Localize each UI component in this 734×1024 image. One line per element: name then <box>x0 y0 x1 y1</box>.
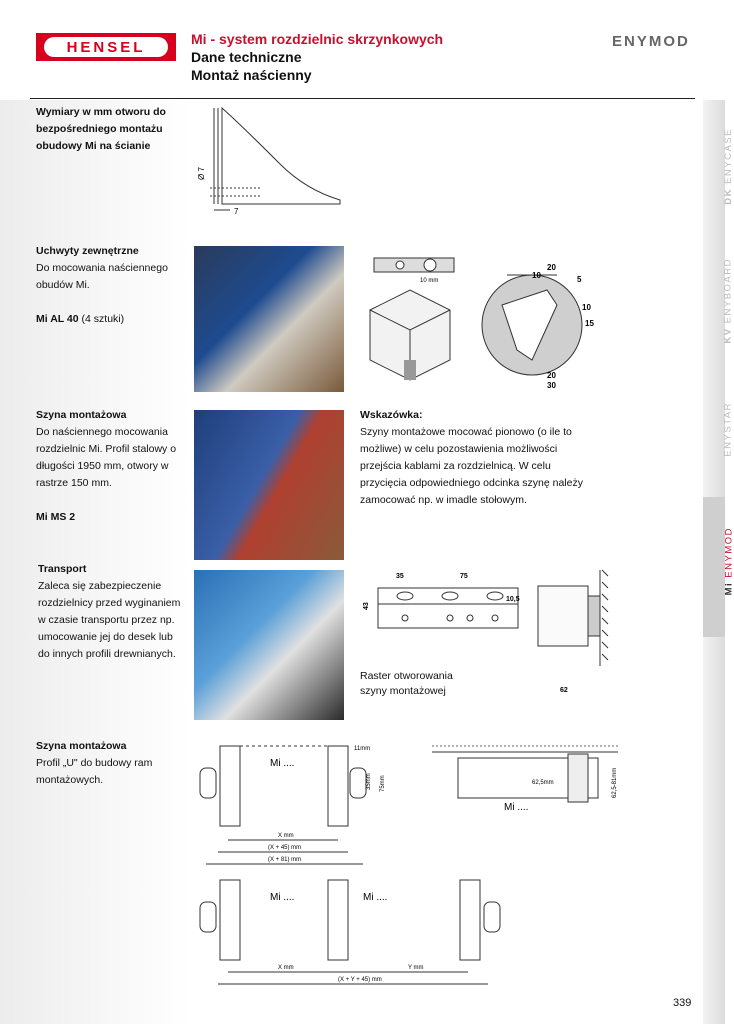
svg-text:Mi ....: Mi .... <box>270 892 295 903</box>
wall-hole-diagram <box>197 104 360 224</box>
rail-raster-drawing <box>360 568 530 638</box>
s3-heading: Szyna montażowa <box>36 409 127 421</box>
svg-text:11mm: 11mm <box>354 746 371 752</box>
s5-block <box>36 738 186 789</box>
svg-text:10 mm: 10 mm <box>420 278 439 284</box>
frame-diagram-single <box>198 740 418 870</box>
page-number: 339 <box>673 997 692 1009</box>
svg-text:10: 10 <box>532 271 541 280</box>
rail-wall-drawing <box>530 566 610 696</box>
svg-text:10: 10 <box>582 303 591 312</box>
svg-text:Mi ....: Mi .... <box>363 892 388 903</box>
svg-text:62,5mm: 62,5mm <box>532 780 554 786</box>
hensel-logo <box>36 33 176 61</box>
photo-sawing-rail <box>194 410 344 560</box>
frame-diagram-double <box>198 876 508 994</box>
svg-text:(X + 81) mm: (X + 81) mm <box>268 857 302 863</box>
bracket-drawing <box>360 250 470 390</box>
page-subtitle-1: Dane techniczne <box>191 49 302 65</box>
svg-text:35mm: 35mm <box>366 773 372 790</box>
svg-text:20: 20 <box>547 371 556 380</box>
page-title: Mi - system rozdzielnic skrzynkowych <box>191 31 444 47</box>
svg-text:30: 30 <box>547 381 556 390</box>
svg-text:35: 35 <box>396 573 404 580</box>
svg-text:5: 5 <box>577 275 582 284</box>
s4-text: Zaleca się zabezpieczenie rozdzielnicy przed wyginaniem w czasie transportu przez np. umocowanie jej do desek lub do innych profili drewnianych. <box>38 580 181 660</box>
side-tab-kv[interactable]: KV ENYBOARD <box>723 258 734 344</box>
svg-text:15: 15 <box>585 319 594 328</box>
s2-part: Mi AL 40 <box>36 313 79 325</box>
svg-text:10,5: 10,5 <box>506 596 520 603</box>
active-tab-bg <box>703 497 725 637</box>
s3-text: Do naściennego mocowania rozdzielnic Mi. Profil stalowy o długości 1950 mm, otwory w rastrze 150 mm. <box>36 426 177 489</box>
svg-text:43: 43 <box>363 602 370 610</box>
s3-tip-heading: Wskazówka: <box>360 409 423 421</box>
s1-heading: Wymiary w mm otworu do bezpośredniego montażu obudowy Mi na ścianie <box>36 106 166 152</box>
brand-text: HENSEL <box>66 39 146 56</box>
s3-tip-text: Szyny montażowe mocować pionowo (o ile to możliwe) w celu pozostawienia możliwości przejścia kablami za rozdzielnicą. W celu przycięcia odpowiedniego odcinka szynę należy zamocować np. w imadle stołowym. <box>360 426 583 506</box>
s5-heading: Szyna montażowa <box>36 740 127 752</box>
svg-text:20: 20 <box>547 263 556 272</box>
s4-heading: Transport <box>38 563 87 575</box>
svg-text:Mi ....: Mi .... <box>504 802 529 813</box>
s5-text: Profil „U" do budowy ram montażowych. <box>36 757 153 786</box>
enymod-logo: ENYMOD <box>612 33 690 50</box>
s4-caption: Raster otworowania szyny montażowej <box>360 670 453 697</box>
s1-dim1: Ø 7 <box>197 167 206 180</box>
photo-transport <box>194 570 344 720</box>
s5-mi-label: Mi .... <box>270 758 295 769</box>
svg-text:X mm: X mm <box>278 833 294 839</box>
s4-block <box>38 561 184 663</box>
header-rule <box>30 98 695 99</box>
s1-dim2: 7 <box>234 207 239 216</box>
svg-text:62,5-81mm: 62,5-81mm <box>612 767 618 798</box>
side-tab-mi[interactable]: Mi ENYMOD <box>723 527 734 596</box>
bracket-detail-drawing <box>477 250 607 390</box>
svg-text:Y mm: Y mm <box>408 965 424 971</box>
s2-heading: Uchwyty zewnętrzne <box>36 245 139 257</box>
frame-diagram-side <box>428 742 628 822</box>
side-tab-dk[interactable]: DK ENYCASE <box>723 128 734 205</box>
s3-part: Mi MS 2 <box>36 511 76 523</box>
svg-text:75mm: 75mm <box>380 775 386 792</box>
page-subtitle-2: Montaż naścienny <box>191 67 312 83</box>
s3-block <box>36 407 186 526</box>
svg-text:62: 62 <box>560 687 568 694</box>
svg-text:(X + Y + 45) mm: (X + Y + 45) mm <box>338 977 382 983</box>
side-tab-enystar[interactable]: ENYSTAR <box>723 402 734 457</box>
s2-block <box>36 243 186 328</box>
s2-qty: (4 sztuki) <box>81 313 125 325</box>
s3-tip <box>360 407 600 509</box>
s2-text: Do mocowania naściennego obudów Mi. <box>36 262 168 291</box>
photo-mounting-brackets <box>194 246 344 392</box>
svg-text:75: 75 <box>460 573 468 580</box>
svg-text:X mm: X mm <box>278 965 294 971</box>
svg-text:(X + 45) mm: (X + 45) mm <box>268 845 302 851</box>
